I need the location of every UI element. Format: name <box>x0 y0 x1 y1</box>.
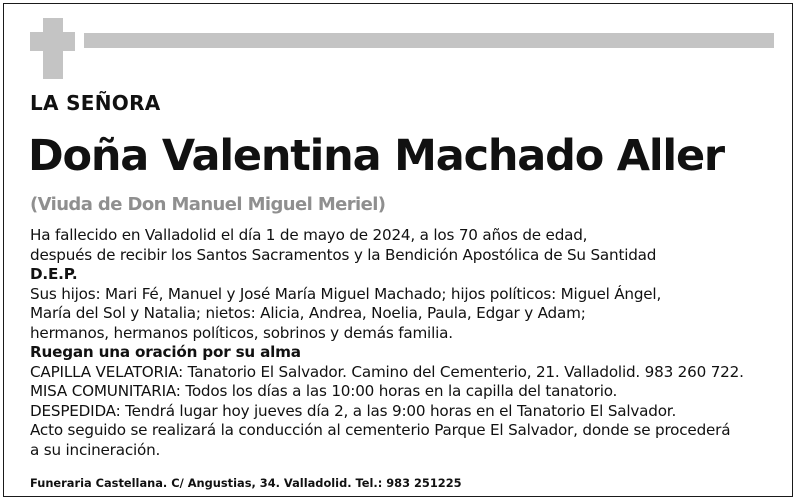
notice-body <box>30 226 780 460</box>
family-line: hermanos, hermanos políticos, sobrinos y demás familia. <box>30 323 453 342</box>
deceased-name: Doña Valentina Machado Aller <box>28 131 724 181</box>
service-line: CAPILLA VELATORIA: Tanatorio El Salvador. Camino del Cementerio, 21. Valladolid. 983 260 722. <box>30 362 744 381</box>
death-line: después de recibir los Santos Sacramentos y la Bendición Apostólica de Su Santidad <box>30 245 657 264</box>
death-line: Ha fallecido en Valladolid el día 1 de mayo de 2024, a los 70 años de edad, <box>30 226 588 244</box>
widow-subtitle: (Viuda de Don Manuel Miguel Meriel) <box>30 194 386 215</box>
dep-heading: D.E.P. <box>30 265 78 283</box>
service-line: MISA COMUNITARIA: Todos los días a las 10:00 horas en la capilla del tanatorio. <box>30 382 618 400</box>
family-line: Sus hijos: Mari Fé, Manuel y José María Miguel Machado; hijos políticos: Miguel Ángel, <box>30 284 662 303</box>
prayer-request: Ruegan una oración por su alma <box>30 343 301 361</box>
service-line: Acto seguido se realizará la conducción al cementerio Parque El Salvador, donde se procederá <box>30 421 731 439</box>
cross-horizontal-bar <box>30 32 75 51</box>
family-line: María del Sol y Natalia; nietos: Alicia, Andrea, Noelia, Paula, Edgar y Adam; <box>30 304 586 322</box>
service-line: a su incineración. <box>30 440 161 459</box>
funeral-home-footer: Funeraria Castellana. C/ Angustias, 34. Valladolid. Tel.: 983 251225 <box>30 476 462 490</box>
notice-intro: LA SEÑORA <box>30 91 161 115</box>
service-line: DESPEDIDA: Tendrá lugar hoy jueves día 2, a las 9:00 horas en el Tanatorio El Salvador. <box>30 401 677 420</box>
header-rule <box>84 33 774 48</box>
